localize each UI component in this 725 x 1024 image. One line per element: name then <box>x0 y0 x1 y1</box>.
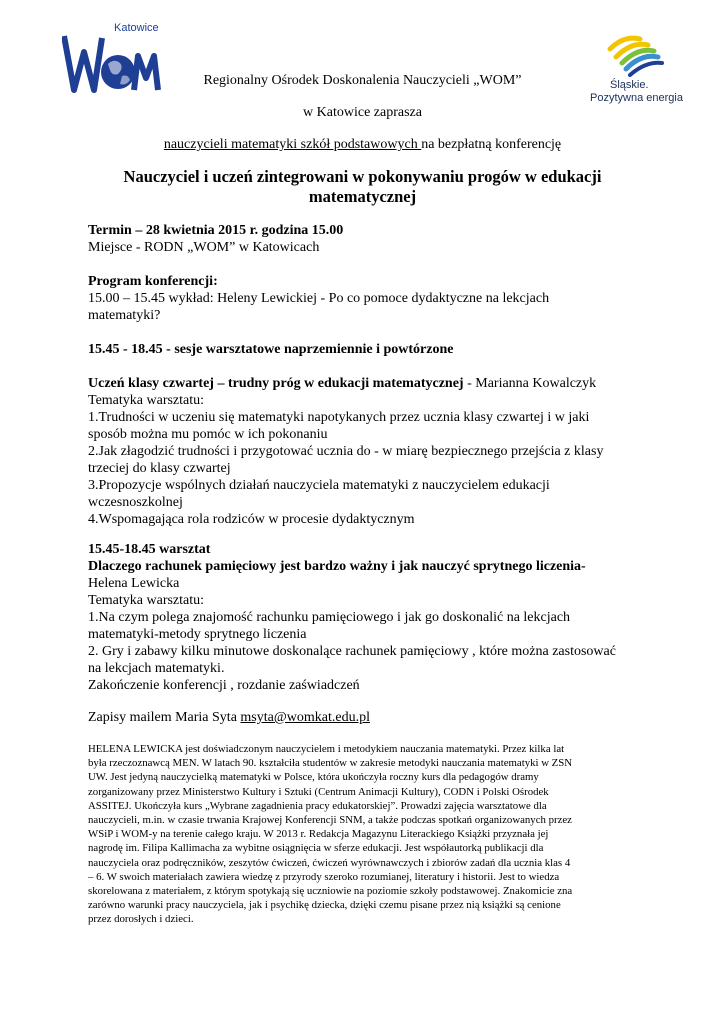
workshop-1-line: 3.Propozycje wspólnych działań nauczyciela matematyki z nauczycielem edukacji <box>88 478 550 493</box>
event-info <box>88 222 668 256</box>
title-line-1: Nauczyciel i uczeń zintegrowani w pokonywaniu progów w edukacji <box>123 167 602 186</box>
program-section <box>88 273 668 324</box>
bio-line: nauczyciela oraz podręczników, zeszytów ćwiczeń, ćwiczeń wyrównawczych i zbiorów zadań dla ucznia klas 4 <box>88 856 571 869</box>
workshop-1-line: wczesnoszkolnej <box>88 495 183 510</box>
workshop-1-line: trzeciej do klasy czwartej <box>88 461 231 476</box>
bio-line: zarówno warunki pracy nauczyciela, jak i psychikę dziecka, dzięki czemu pisane przez nią książki są cenione <box>88 899 561 912</box>
wom-logo-city: Katowice <box>114 22 159 34</box>
registration-line <box>88 709 668 726</box>
audience-rest: na bezpłatną konferencję <box>421 137 562 152</box>
workshop-2-line: 2. Gry i zabawy kilku minutowe doskonalące rachunek pamięciowy , które można zastosować <box>88 644 616 659</box>
workshop-1-line: 4.Wspomagająca rola rodziców w procesie dydaktycznym <box>88 512 415 527</box>
workshop-2 <box>88 541 668 694</box>
program-lecture-line-2: matematyki? <box>88 308 161 323</box>
workshop-1-line: sposób można mu pomóc w ich pokonaniu <box>88 427 328 442</box>
bio-line: przez dorosłych i dzieci. <box>88 913 194 926</box>
workshop-1-title-row <box>88 375 668 392</box>
organizer-line: Regionalny Ośrodek Doskonalenia Nauczycieli „WOM” <box>203 73 522 88</box>
event-place: Miejsce - RODN „WOM” w Katowicach <box>88 240 320 255</box>
workshop-1-author: - Marianna Kowalczyk <box>463 376 597 391</box>
audience-line <box>0 137 725 153</box>
event-date: Termin – 28 kwietnia 2015 r. godzina 15.00 <box>88 223 344 238</box>
bio-line: – 6. W swoich materiałach zawiera wiedzę z przyrody szeroko rozumianej, literatury i historii. Jest to wiedza <box>88 870 560 883</box>
wom-globe-icon <box>62 30 162 102</box>
workshop-2-topics-label: Tematyka warsztatu: <box>88 593 205 608</box>
wom-logo <box>62 22 162 102</box>
bio-line: nagrodę im. Filipa Kallimacha za wybitne osiągnięcia w sferze edukacji. Jest współautorką publikacji dla <box>88 842 544 855</box>
bio-line: nauczycieli, m.in. w czasie trwania Krajowej Konferencji SNM, a także podczas spotkań organizowanych przez <box>88 814 572 827</box>
workshop-1-title: Uczeń klasy czwartej – trudny próg w edukacji matematycznej <box>88 376 464 391</box>
workshop-2-line: Zakończenie konferencji , rozdanie zaświadczeń <box>88 678 360 693</box>
program-lecture-line-1: 15.00 – 15.45 wykład: Heleny Lewickiej - Po co pomoce dydaktyczne na lekcjach <box>88 291 550 306</box>
audience-underlined: nauczycieli matematyki szkół podstawowych <box>163 137 422 152</box>
workshop-2-line: 1.Na czym polega znajomość rachunku pamięciowego i jak go doskonalić na lekcjach <box>88 610 571 625</box>
speaker-bio <box>88 742 648 927</box>
workshop-2-title: Dlaczego rachunek pamięciowy jest bardzo ważny i jak nauczyć sprytnego liczenia- <box>88 559 586 574</box>
bio-line: zorganizowany przez Ministerstwo Kultury i Sztuki (Centrum Animacji Kultury), CODN i Polski Ośrodek <box>88 785 549 798</box>
workshop-2-line: na lekcjach matematyki. <box>88 661 225 676</box>
bio-line: UW. Jest jedyną nauczycielką matematyki w Polsce, która ukończyła roczny kurs dla pedagogów dramy <box>88 771 539 784</box>
conference-title <box>0 167 725 207</box>
workshop-1-topics-label: Tematyka warsztatu: <box>88 393 205 408</box>
title-line-2: matematycznej <box>308 187 417 206</box>
workshop-1-line: 2.Jak złagodzić trudności i przygotować ucznia do - w miarę bezpiecznego przejścia z klasy <box>88 444 604 459</box>
invitation-line: w Katowice zaprasza <box>303 105 422 120</box>
sessions-heading: 15.45 - 18.45 - sesje warsztatowe naprzemiennie i powtórzone <box>88 342 454 357</box>
registration-text: Zapisy mailem Maria Syta <box>88 710 241 725</box>
slaskie-waves-icon <box>602 33 672 77</box>
workshop-2-line: matematyki-metody sprytnego liczenia <box>88 627 307 642</box>
workshop-1 <box>88 375 668 528</box>
bio-line: była rzeczoznawcą MEN. W latach 90. kształciła studentów w zakresie metodyki nauczania matematyki w ZSN <box>88 757 573 770</box>
bio-line: HELENA LEWICKA jest doświadczonym nauczycielem i metodykiem nauczania matematyki. Przez kilka lat <box>88 743 565 755</box>
wom-mark-text: W M <box>70 100 73 101</box>
workshop-2-author: Helena Lewicka <box>88 576 180 591</box>
slaskie-tagline: Pozytywna energia <box>590 92 683 104</box>
slaskie-name: Śląskie. <box>610 79 649 91</box>
bio-line: WSiP i WOM-y na terenie całego kraju. W 2013 r. Redakcja Magazynu Literackiego Książki przyznała jej <box>88 828 549 841</box>
program-heading: Program konferencji: <box>88 274 218 289</box>
workshop-1-line: 1.Trudności w uczeniu się matematyki napotykanych przez ucznia klasy czwartej i w jaki <box>88 410 590 425</box>
bio-line: skorelowana z materiałem, z którym spotykają się uczniowie na poziomie szkoły podstawowej. Znakomicie zna <box>88 885 573 898</box>
bio-line: ASSITEJ. Ukończyła kurs „Wybrane zagadnienia pracy edukatorskiej”. Prowadzi zajęcia warsztatowe dla <box>88 799 547 812</box>
registration-email-link[interactable]: msyta@womkat.edu.pl <box>240 710 370 725</box>
workshop-2-time: 15.45-18.45 warsztat <box>88 542 211 557</box>
